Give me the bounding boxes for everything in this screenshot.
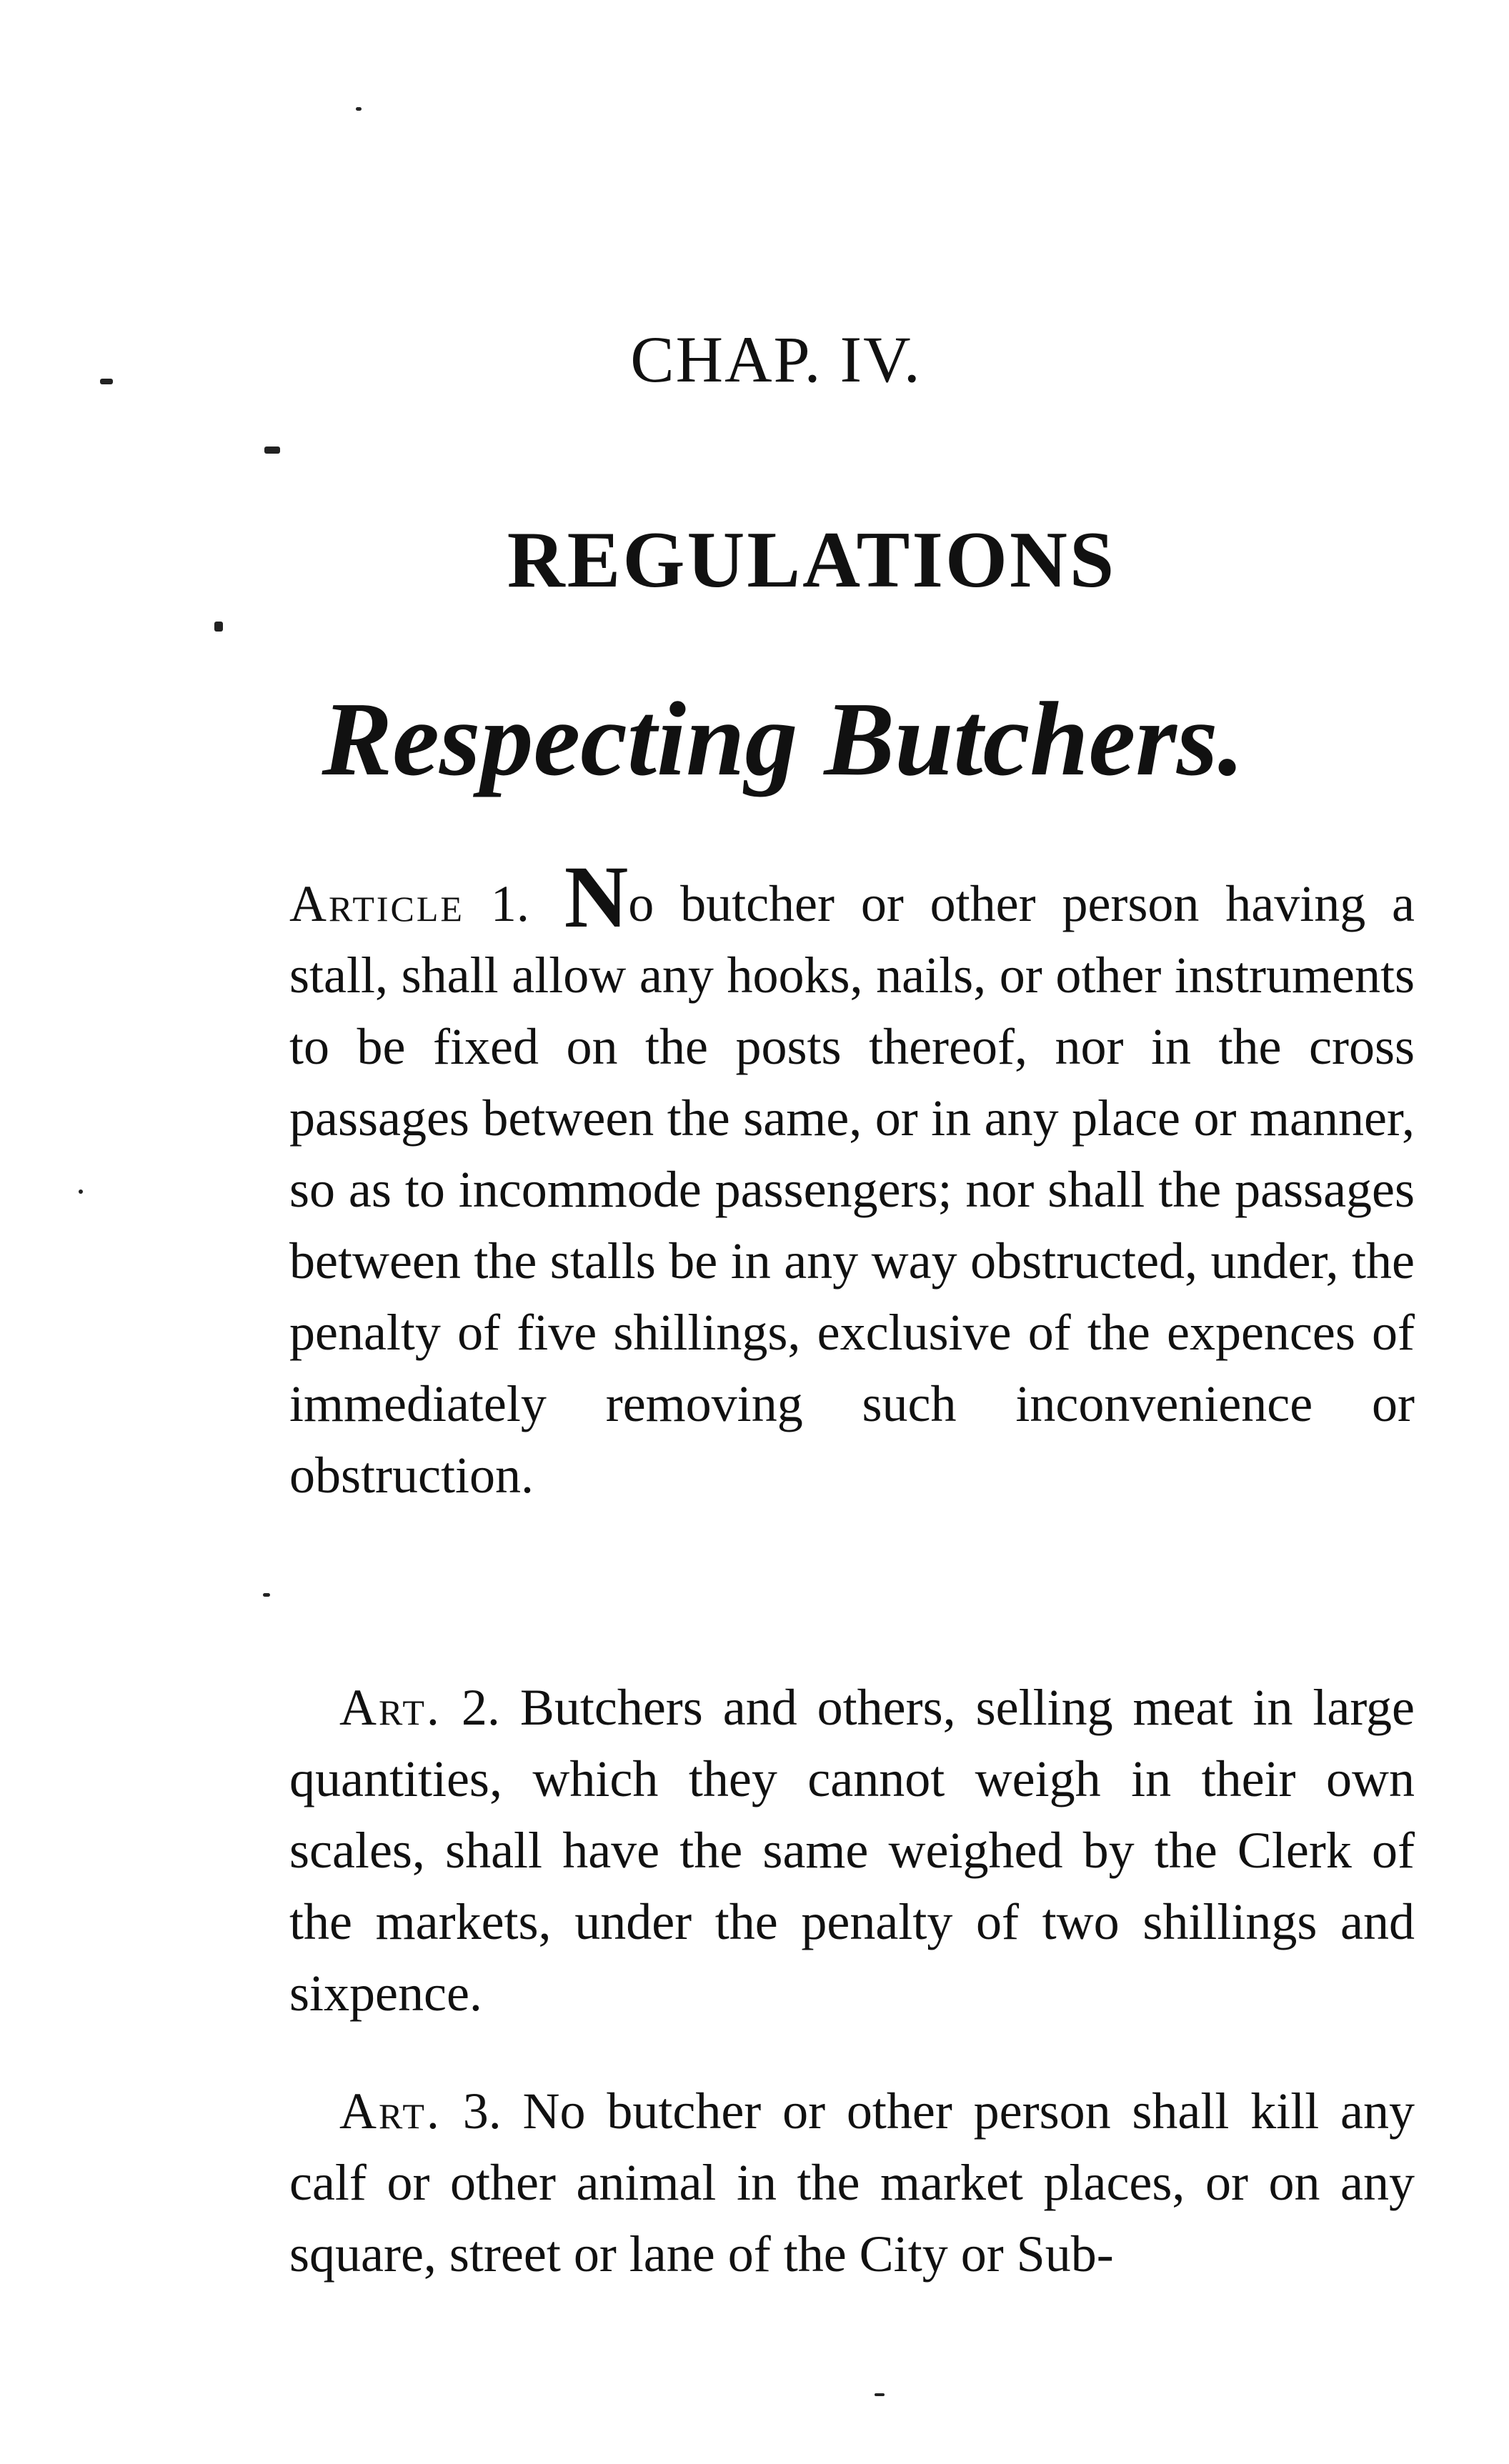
scan-speck [356,107,362,111]
scan-speck [214,622,223,632]
scan-speck [263,1593,270,1597]
article-3-text: No butcher or other person shall kill any calf or other animal in the market places, or on any square, street or lane of the City or Sub- [289,2083,1415,2283]
article-2-label: Art. [339,1679,442,1736]
scan-speck [875,2393,885,2396]
article-1-text: o butcher or other person having a stall, shall allow any hooks, nails, or other instruments to be fixed on the posts thereof, nor in the cross passages between the same, or in any place or manner, so as to incommode passengers; nor shall the passages between the stalls be in any way obstructed, under, the penalty of five shillings, exclusive of the expences of immediately removing such inconvenience or obstruction. [289,875,1415,1504]
article-2-text: Butchers and others, selling meat in large quantities, which they cannot weigh in their own scales, shall have the same weighed by the Clerk of the markets, under the penalty of two shillings and sixpence. [289,1679,1415,2022]
article-3-label: Art. [339,2083,442,2140]
scan-speck [100,379,113,384]
article-1-label: Article [289,875,464,932]
article-3-number: 3. [462,2083,502,2140]
article-1-drop-cap: N [564,848,629,946]
article-1-paragraph [289,848,1415,1511]
subtitle: Respecting Butchers. [322,681,1245,798]
article-2-number: 2. [461,1679,500,1736]
scan-speck [79,1189,83,1194]
scan-speck [264,447,280,454]
article-2-paragraph [289,1672,1415,2029]
article-3-paragraph [289,2075,1415,2290]
regulations-title: REGULATIONS [507,516,1117,604]
chapter-heading: CHAP. IV. [630,323,922,396]
article-1-number: 1. [490,875,529,932]
